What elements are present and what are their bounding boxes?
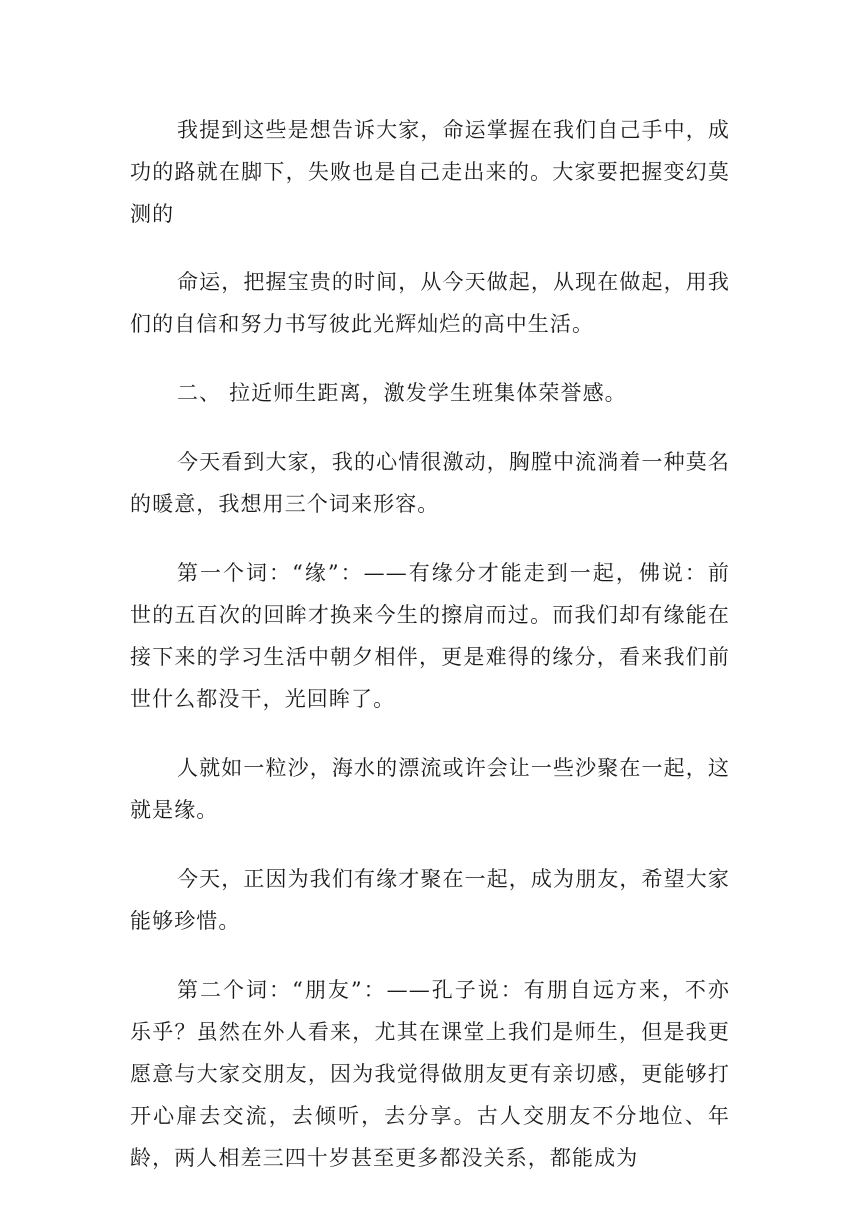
paragraph-word-two-friends: 第二个词：“朋友”：——孔子说：有朋自远方来，不亦乐乎？虽然在外人看来，尤其在课堂上我们是师生，但是我更愿意与大家交朋友，因为我觉得做朋友更有亲切感，更能够打开心扉去交流，去倾听，去分享。古人交朋友不分地位、年龄，两人相差三四十岁甚至更多都没关系，都能成为 xyxy=(130,978,730,1170)
section-heading-two: 二、 拉近师生距离，激发学生班集体荣誉感。 xyxy=(177,381,627,405)
paragraph-fate-conclusion: 命运，把握宝贵的时间，从今天做起，从现在做起，用我们的自信和努力书写彼此光辉灿烂的高中生活。 xyxy=(130,270,730,336)
paragraph-feelings: 今天看到大家，我的心情很激动，胸膛中流淌着一种莫名的暖意，我想用三个词来形容。 xyxy=(130,450,730,516)
paragraph-cherish: 今天，正因为我们有缘才聚在一起，成为朋友，希望大家能够珍惜。 xyxy=(130,867,730,933)
paragraph-sand-analogy: 人就如一粒沙，海水的漂流或许会让一些沙聚在一起，这就是缘。 xyxy=(130,756,730,822)
document-body xyxy=(130,109,730,1206)
paragraph-fate-intro: 我提到这些是想告诉大家，命运掌握在我们自己手中，成功的路就在脚下，失败也是自己走出来的。大家要把握变幻莫测的 xyxy=(130,118,730,226)
paragraph-word-one-fate: 第一个词：“缘”：——有缘分才能走到一起，佛说：前世的五百次的回眸才换来今生的擦肩而过。而我们却有缘能在接下来的学习生活中朝夕相伴，更是难得的缘分，看来我们前世什么都没干，光回眸了。 xyxy=(130,561,730,711)
